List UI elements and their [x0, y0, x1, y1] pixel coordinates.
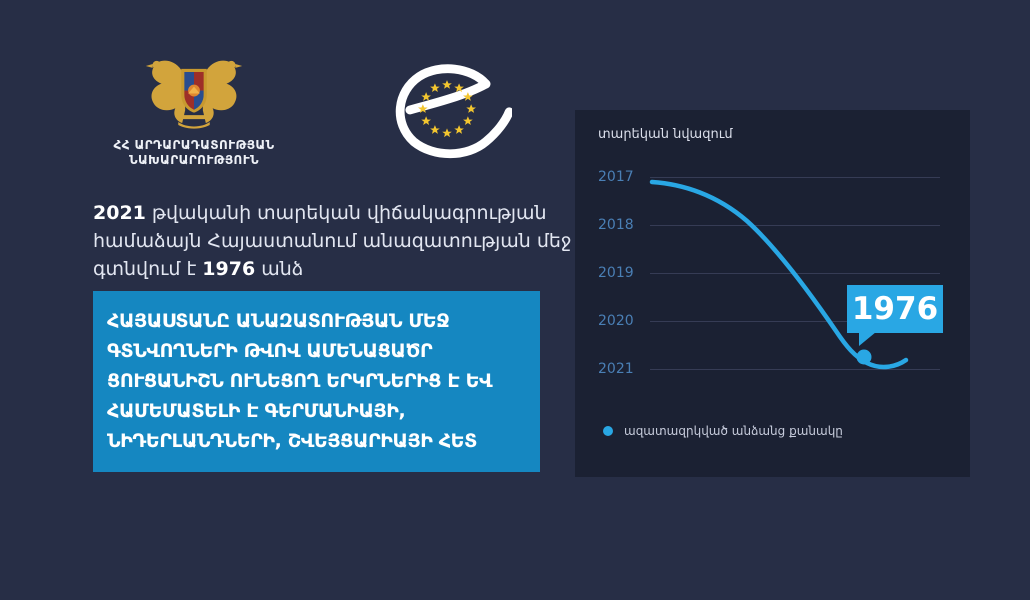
legend-dot-icon: [603, 426, 613, 436]
intro-line1-text: թվականի տարեկան վիճակագրության: [145, 202, 547, 224]
ministry-name-line1: ՀՀ ԱՐԴԱՐԱԴԱՏՈՒԹՅԱՆ: [113, 138, 275, 152]
data-point-dot: [857, 350, 872, 365]
intro-year-bold: 2021: [93, 202, 146, 224]
legend-label: ազատազրկված անձանց քանակը: [624, 424, 843, 438]
year-label: 2017: [598, 169, 634, 185]
year-label: 2021: [598, 361, 634, 377]
chart-panel: [575, 110, 970, 477]
ministry-name-line2: ՆԱԽԱՐԱՐՈՒԹՅՈՒՆ: [128, 153, 260, 167]
value-callout: 1976: [847, 285, 943, 333]
highlight-line: ՆԻԴԵՐԼԱՆԴՆԵՐԻ, ՇՎԵՅՑԱՐԻԱՅԻ ՀԵՏ: [107, 430, 477, 452]
intro-line-1: [93, 199, 563, 227]
highlight-line: ՑՈՒՑԱՆԻՇՆ ՈՒՆԵՑՈՂ ԵՐԿՐՆԵՐԻՑ Է ԵՎ: [107, 370, 493, 392]
council-of-europe-icon: [382, 56, 512, 163]
intro-line3-post: անձ: [255, 258, 304, 280]
highlight-line: ՀԱՄԵՄԱՏԵԼԻ Է ԳԵՐՄԱՆԻԱՅԻ,: [107, 400, 406, 422]
chart-legend: [603, 424, 843, 438]
ministry-name: [110, 138, 278, 168]
highlight-line: ՀԱՅԱՍՏԱՆԸ ԱՆԱԶԱՏՈՒԹՅԱՆ ՄԵՋ: [107, 310, 450, 332]
intro-line3-pre: գտնվում է: [93, 258, 203, 280]
year-label: 2020: [598, 313, 634, 329]
intro-count-bold: 1976: [202, 258, 256, 280]
year-label: 2018: [598, 217, 634, 233]
ministry-logo-block: [110, 54, 278, 168]
year-label: 2019: [598, 265, 634, 281]
intro-line-3: [93, 255, 563, 283]
highlight-line: ԳՏՆՎՈՂՆԵՐԻ ԹՎՈՎ ԱՄԵՆԱՑԱԾՐ: [107, 340, 433, 362]
armenia-coat-of-arms-icon: [135, 54, 253, 133]
council-of-europe-logo-block: [382, 56, 512, 167]
intro-line-2: համաձայն Հայաստանում անազատության մեջ: [93, 230, 572, 252]
intro-paragraph: [93, 199, 572, 283]
chart-title: տարեկան նվազում: [598, 127, 733, 142]
highlight-statement-box: [93, 291, 540, 472]
